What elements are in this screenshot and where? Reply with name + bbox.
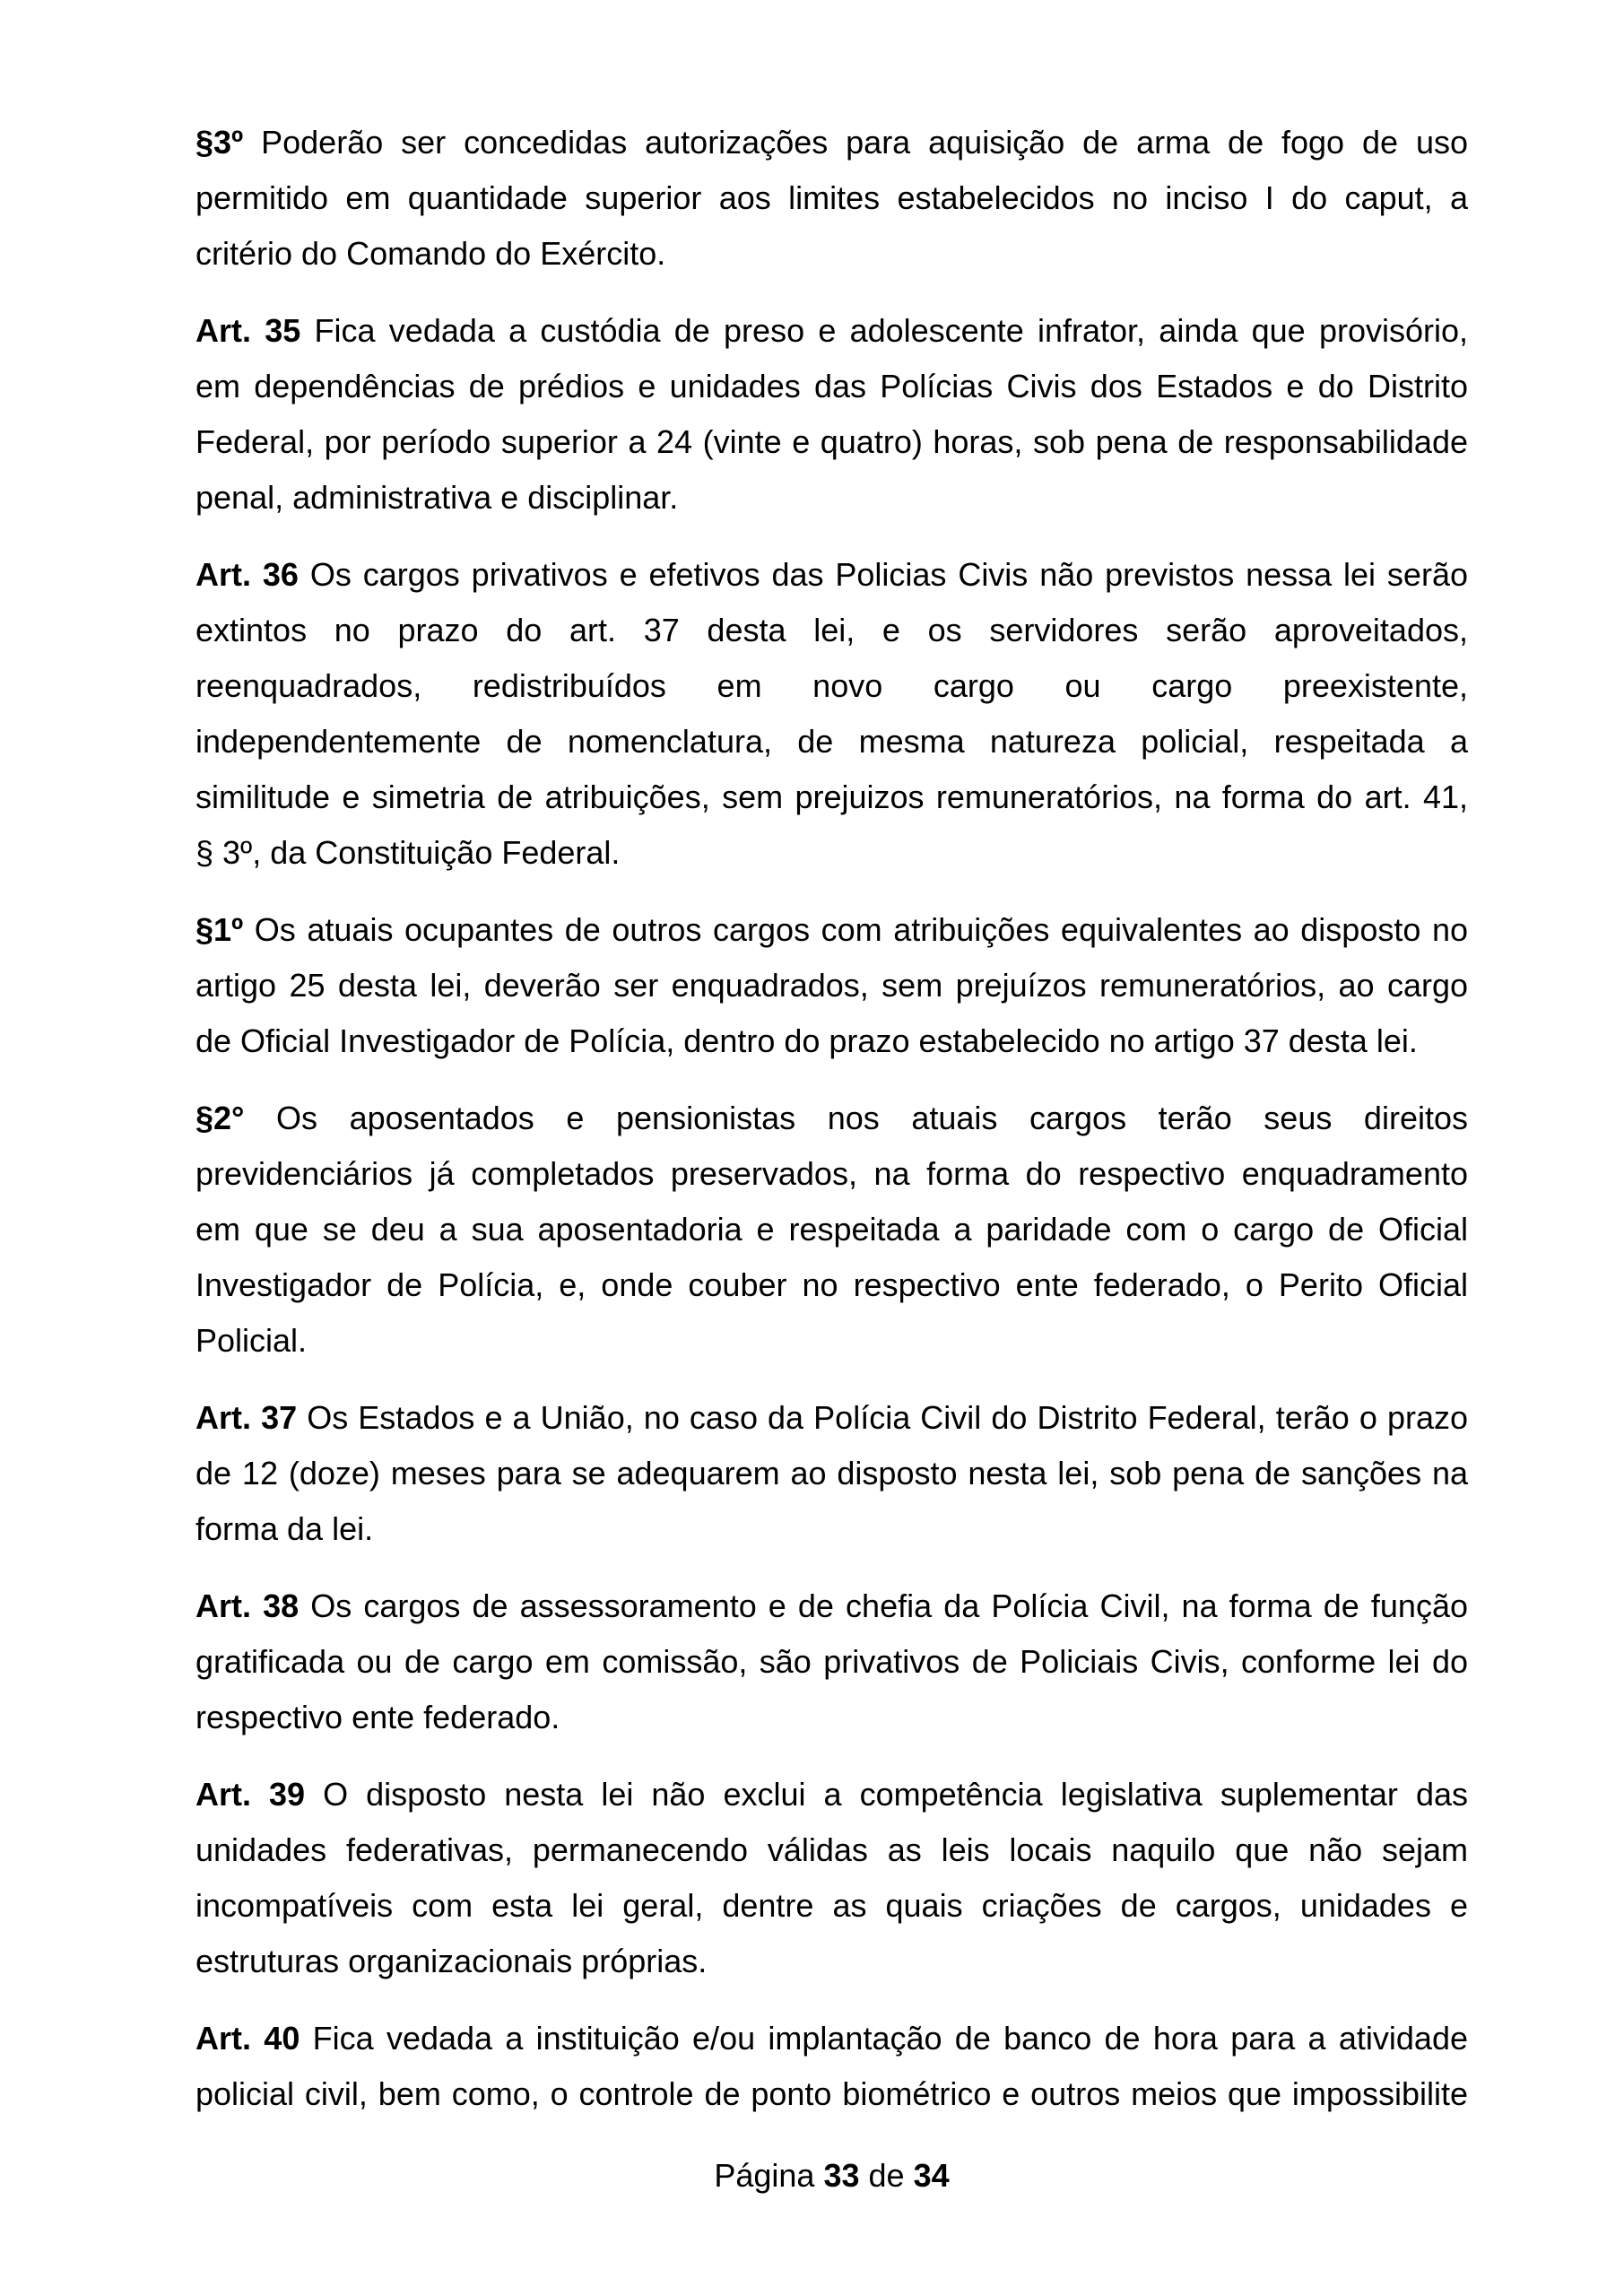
paragraph-par-1 xyxy=(195,902,1468,1069)
paragraph-line: Federal, por período superior a 24 (vinte e quatro) horas, sob pena de responsabilidade xyxy=(195,423,1468,460)
footer-page-number: 33 xyxy=(823,2157,860,2194)
paragraph-par-3 xyxy=(195,115,1468,282)
paragraph-line: artigo 25 desta lei, deverão ser enquadrados, sem prejuízos remuneratórios, ao cargo xyxy=(195,967,1468,1004)
paragraph-line: penal, administrativa e disciplinar. xyxy=(195,479,679,516)
paragraph-line: policial civil, bem como, o controle de ponto biométrico e outros meios que impossibilite xyxy=(195,2075,1468,2112)
paragraph-prefix: §1º xyxy=(195,911,244,948)
paragraph-art-35 xyxy=(195,303,1468,526)
paragraph-prefix: Art. 38 xyxy=(195,1587,300,1624)
paragraph-line xyxy=(195,2011,1468,2066)
paragraph-line xyxy=(195,1767,1468,1822)
paragraph-line: Investigador de Polícia, e, onde couber no respectivo ente federado, o Perito Oficial xyxy=(195,1266,1468,1303)
paragraph-line xyxy=(195,303,1468,359)
paragraph-line: similitude e simetria de atribuições, sem prejuizos remuneratórios, na forma do art. 41, xyxy=(195,778,1468,815)
paragraph-line: em que se deu a sua aposentadoria e respeitada a paridade com o cargo de Oficial xyxy=(195,1211,1468,1248)
document-body xyxy=(195,115,1468,2144)
paragraph-line: previdenciários já completados preservados, na forma do respectivo enquadramento xyxy=(195,1155,1468,1192)
paragraph-prefix: Art. 35 xyxy=(195,312,301,349)
paragraph-prefix: Art. 40 xyxy=(195,2020,300,2057)
paragraph-line: permitido em quantidade superior aos limites estabelecidos no inciso I do caput, a xyxy=(195,179,1468,216)
paragraph-line: gratificada ou de cargo em comissão, são privativos de Policiais Civis, conforme lei do xyxy=(195,1643,1468,1680)
paragraph-line xyxy=(195,1578,1468,1634)
paragraph-par-2 xyxy=(195,1091,1468,1369)
paragraph-line: unidades federativas, permanecendo válidas as leis locais naquilo que não sejam xyxy=(195,1831,1468,1868)
paragraph-text: Os cargos de assessoramento e de chefia da Polícia Civil, na forma de função xyxy=(310,1587,1468,1624)
paragraph-line: respectivo ente federado. xyxy=(195,1699,560,1735)
paragraph-line: em dependências de prédios e unidades das Polícias Civis dos Estados e do Distrito xyxy=(195,368,1468,404)
paragraph-prefix: §3º xyxy=(195,124,244,161)
paragraph-line: reenquadrados, redistribuídos em novo cargo ou cargo preexistente, xyxy=(195,667,1468,704)
paragraph-line: § 3º, da Constituição Federal. xyxy=(195,834,621,871)
paragraph-line xyxy=(195,1091,1468,1146)
paragraph-text: O disposto nesta lei não exclui a competência legislativa suplementar das xyxy=(323,1776,1468,1813)
paragraph-line xyxy=(195,115,1468,170)
paragraph-line xyxy=(195,902,1468,958)
paragraph-art-37 xyxy=(195,1390,1468,1557)
paragraph-line: independentemente de nomenclatura, de mesma natureza policial, respeitada a xyxy=(195,723,1468,760)
paragraph-text: Fica vedada a custódia de preso e adolescente infrator, ainda que provisório, xyxy=(314,312,1468,349)
paragraph-text: Os atuais ocupantes de outros cargos com atribuições equivalentes ao disposto no xyxy=(254,911,1468,948)
paragraph-prefix: §2° xyxy=(195,1100,245,1136)
paragraph-art-36 xyxy=(195,547,1468,881)
paragraph-line: incompatíveis com esta lei geral, dentre as quais criações de cargos, unidades e xyxy=(195,1887,1468,1924)
paragraph-line: forma da lei. xyxy=(195,1510,374,1547)
paragraph-text: Fica vedada a instituição e/ou implantação de banco de hora para a atividade xyxy=(312,2020,1468,2057)
paragraph-prefix: Art. 39 xyxy=(195,1776,306,1813)
page-footer xyxy=(195,2156,1468,2196)
paragraph-text: Poderão ser concedidas autorizações para aquisição de arma de fogo de uso xyxy=(261,124,1468,161)
paragraph-prefix: Art. 36 xyxy=(195,556,299,593)
paragraph-prefix: Art. 37 xyxy=(195,1399,298,1436)
paragraph-art-40 xyxy=(195,2011,1468,2122)
paragraph-art-39 xyxy=(195,1767,1468,1989)
paragraph-line: critério do Comando do Exército. xyxy=(195,235,666,272)
paragraph-line: de Oficial Investigador de Polícia, dentro do prazo estabelecido no artigo 37 desta lei. xyxy=(195,1022,1418,1059)
paragraph-art-38 xyxy=(195,1578,1468,1745)
paragraph-line xyxy=(195,547,1468,603)
paragraph-line: de 12 (doze) meses para se adequarem ao disposto nesta lei, sob pena de sanções na xyxy=(195,1455,1468,1492)
paragraph-line: estruturas organizacionais próprias. xyxy=(195,1943,708,1979)
paragraph-line: Policial. xyxy=(195,1322,308,1359)
paragraph-line: extintos no prazo do art. 37 desta lei, e os servidores serão aproveitados, xyxy=(195,612,1468,648)
footer-label: Página xyxy=(714,2157,815,2194)
paragraph-line xyxy=(195,1390,1468,1446)
footer-separator: de xyxy=(868,2157,905,2194)
paragraph-text: Os Estados e a União, no caso da Polícia Civil do Distrito Federal, terão o prazo xyxy=(307,1399,1468,1436)
paragraph-text: Os cargos privativos e efetivos das Policias Civis não previstos nessa lei serão xyxy=(309,556,1468,593)
footer-total-pages: 34 xyxy=(913,2157,950,2194)
paragraph-text: Os aposentados e pensionistas nos atuais cargos terão seus direitos xyxy=(276,1100,1468,1136)
